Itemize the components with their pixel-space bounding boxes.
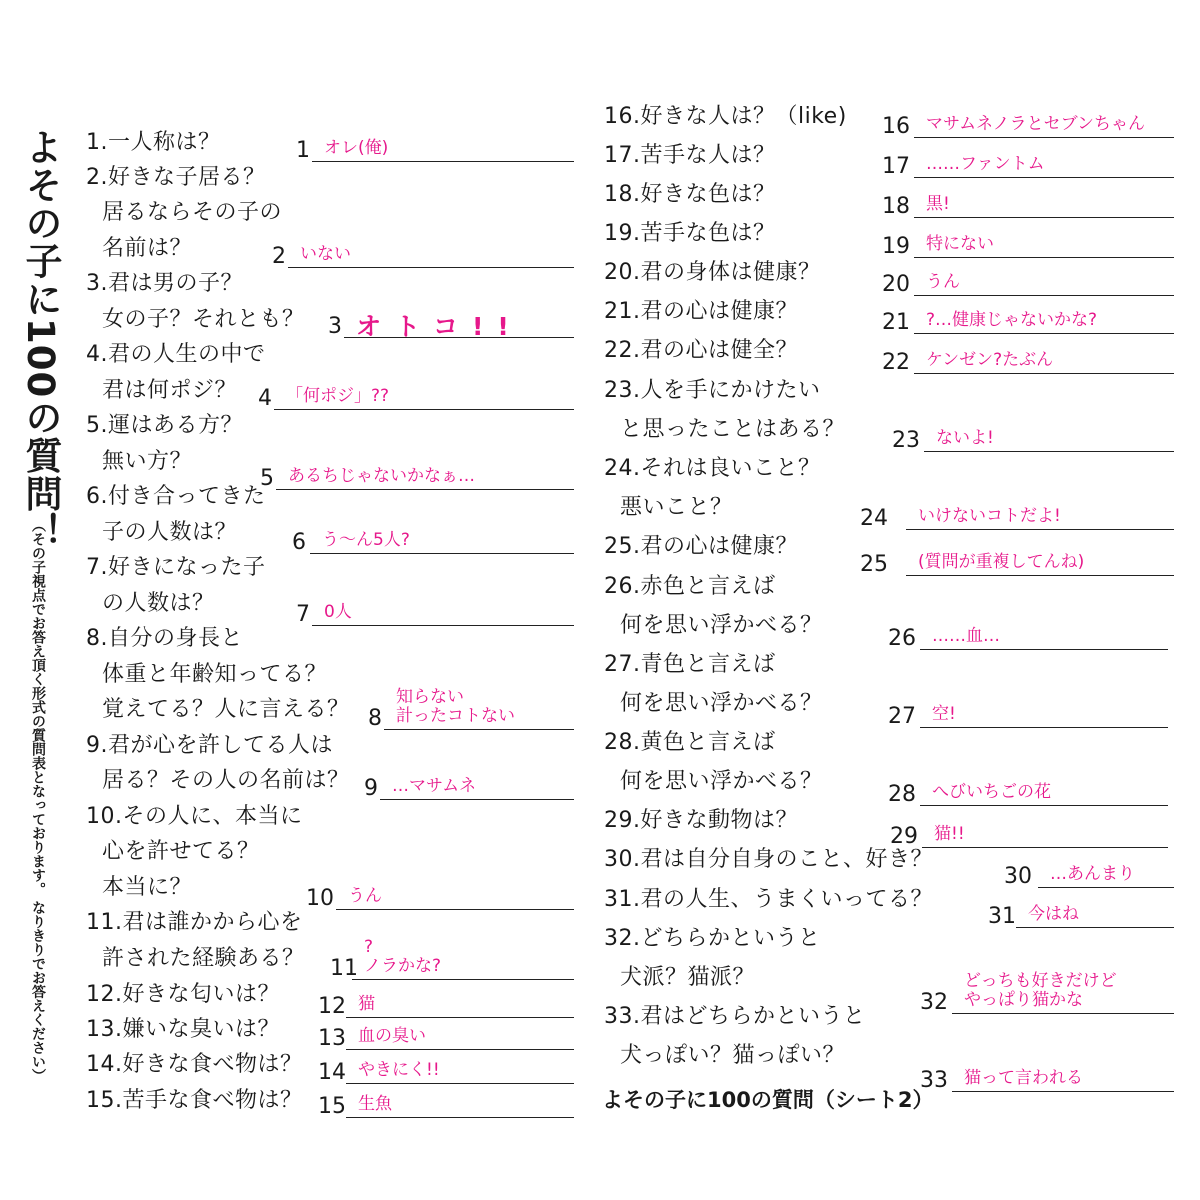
handwritten-answer: …マサムネ	[392, 776, 477, 796]
answer-field-16[interactable]	[882, 100, 1174, 140]
answer-rule	[312, 161, 574, 162]
answer-rule	[384, 729, 574, 730]
answer-field-23[interactable]	[892, 414, 1174, 454]
answer-rule	[914, 217, 1174, 218]
question-line: 無い方？	[102, 449, 193, 474]
question-line: 27.青色と言えば	[604, 652, 776, 677]
question-line: 子の人数は？	[102, 520, 238, 545]
question-line: 24.それは良いこと？	[604, 456, 821, 481]
answer-rule	[312, 625, 574, 626]
answer-field-19[interactable]	[882, 220, 1174, 260]
answer-rule	[288, 267, 574, 268]
handwritten-answer: う〜ん5人?	[322, 530, 410, 550]
answer-number: 19	[882, 234, 910, 259]
handwritten-answer: ……血…	[932, 626, 1000, 646]
question-line: 25.君の心は健康？	[604, 534, 798, 559]
answer-number: 23	[892, 428, 920, 453]
question-line: 12.好きな匂いは？	[86, 982, 280, 1007]
answer-rule	[906, 575, 1174, 576]
answer-number: 20	[882, 272, 910, 297]
handwritten-answer: へびいちごの花	[932, 782, 1051, 802]
question-line: 7.好きになった子	[86, 555, 266, 580]
question-line: 居る？その人の名前は？	[102, 768, 350, 793]
handwritten-answer: …あんまり	[1050, 864, 1135, 884]
answer-rule	[1016, 927, 1174, 928]
handwritten-answer: うん	[926, 272, 960, 292]
answer-rule	[380, 799, 574, 800]
answer-number: 29	[890, 824, 918, 849]
handwritten-answer: どっちも好きだけど やっぱり猫かな	[964, 971, 1117, 1010]
answer-number: 5	[260, 466, 274, 491]
handwritten-answer: 今はね	[1028, 904, 1079, 924]
answer-number: 4	[258, 386, 272, 411]
question-line: 許された経験ある？	[102, 946, 305, 971]
answer-rule	[914, 333, 1174, 334]
question-line: 10.その人に、本当に	[86, 804, 303, 829]
answer-field-20[interactable]	[882, 258, 1174, 298]
question-line: 心を許せてる？	[102, 839, 260, 864]
answer-number: 3	[328, 314, 342, 339]
handwritten-answer: 黒!	[926, 194, 950, 214]
handwritten-answer: オトコ!!	[356, 312, 523, 341]
answer-field-2[interactable]	[272, 230, 574, 270]
question-line: 6.付き合ってきた	[86, 484, 266, 509]
question-line: 15.苦手な食べ物は？	[86, 1088, 303, 1113]
answer-field-29[interactable]	[890, 810, 1168, 850]
answer-number: 24	[860, 506, 888, 531]
question-line: 何を思い浮かべる？	[620, 613, 823, 638]
question-line: 31.君の人生、うまくいってる？	[604, 887, 933, 912]
answer-number: 27	[888, 704, 916, 729]
answer-number: 8	[368, 706, 382, 731]
question-line: 覚えてる？人に言える？	[102, 697, 350, 722]
answer-field-26[interactable]	[888, 612, 1168, 652]
answer-number: 21	[882, 310, 910, 335]
answer-rule	[310, 553, 574, 554]
answer-number: 16	[882, 114, 910, 139]
answer-number: 33	[920, 1068, 948, 1093]
answer-field-15[interactable]	[318, 1080, 574, 1120]
answer-field-24[interactable]	[860, 492, 1174, 532]
answer-field-32[interactable]	[920, 971, 1174, 1016]
sheet-title: よその子に100の質問！	[19, 128, 62, 551]
answer-rule	[922, 847, 1168, 848]
answer-rule	[920, 727, 1168, 728]
answer-number: 18	[882, 194, 910, 219]
answer-rule	[336, 909, 574, 910]
handwritten-answer: (質問が重複してんね)	[918, 552, 1085, 572]
answer-field-8[interactable]	[368, 687, 574, 732]
handwritten-answer: 特にない	[926, 234, 994, 254]
answer-field-1[interactable]	[296, 124, 574, 164]
answer-rule	[914, 373, 1174, 374]
handwritten-answer: あるちじゃないかなぁ…	[288, 466, 475, 486]
answer-field-18[interactable]	[882, 180, 1174, 220]
answer-field-11[interactable]	[330, 937, 574, 982]
answer-number: 7	[296, 602, 310, 627]
question-line: 名前は？	[102, 236, 193, 261]
handwritten-answer: 「何ポジ」??	[286, 386, 390, 406]
handwritten-answer: やきにく!!	[358, 1060, 440, 1080]
handwritten-answer: 知らない 計ったコトない	[396, 687, 515, 726]
answer-field-9[interactable]	[364, 762, 574, 802]
question-line: 32.どちらかというと	[604, 926, 821, 951]
question-line: 悪いこと？	[620, 495, 733, 520]
handwritten-answer: 猫!!	[934, 824, 965, 844]
answer-field-5[interactable]	[260, 452, 574, 492]
answer-number: 11	[330, 956, 358, 981]
handwritten-answer: ?…健康じゃないかな?	[926, 310, 1098, 330]
question-line: 30.君は自分自身のこと、好き？	[604, 847, 933, 872]
question-line: 29.好きな動物は？	[604, 808, 798, 833]
question-line: 君は何ポジ？	[102, 378, 238, 403]
handwritten-answer: 0人	[324, 602, 352, 622]
answer-number: 25	[860, 552, 888, 577]
answer-number: 26	[888, 626, 916, 651]
handwritten-answer: うん	[348, 886, 382, 906]
handwritten-answer: マサムネノラとセブンちゃん	[926, 114, 1145, 134]
answer-rule	[914, 177, 1174, 178]
answer-field-28[interactable]	[888, 768, 1168, 808]
answer-number: 30	[1004, 864, 1032, 889]
handwritten-answer: 空!	[932, 704, 956, 724]
question-line: 2.好きな子居る？	[86, 165, 266, 190]
answer-number: 12	[318, 994, 346, 1019]
answer-number: 31	[988, 904, 1016, 929]
answer-field-17[interactable]	[882, 140, 1174, 180]
answer-number: 1	[296, 138, 310, 163]
question-line: 居るならその子の	[102, 200, 283, 225]
question-line: 本当に？	[102, 875, 193, 900]
handwritten-answer: 猫って言われる	[964, 1068, 1083, 1088]
answer-rule	[346, 1117, 574, 1118]
question-line: 23.人を手にかけたい	[604, 378, 821, 403]
question-line: 21.君の心は健康？	[604, 299, 798, 324]
answer-field-3[interactable]	[328, 300, 574, 340]
handwritten-answer: ……ファントム	[926, 154, 1045, 174]
answer-number: 28	[888, 782, 916, 807]
answer-field-6[interactable]	[292, 516, 574, 556]
answer-field-4[interactable]	[258, 372, 574, 412]
question-line: 3.君は男の子？	[86, 271, 243, 296]
answer-field-22[interactable]	[882, 336, 1174, 376]
answer-field-27[interactable]	[888, 690, 1168, 730]
question-line: の人数は？	[102, 591, 215, 616]
question-line: 4.君の人生の中で	[86, 342, 266, 367]
answer-field-25[interactable]	[860, 538, 1174, 578]
question-line: 女の子？それとも？	[102, 307, 305, 332]
question-line: 何を思い浮かべる？	[620, 691, 823, 716]
question-line: 犬派？猫派？	[620, 965, 756, 990]
question-line: 9.君が心を許してる人は	[86, 733, 333, 758]
answer-number: 32	[920, 990, 948, 1015]
answer-number: 22	[882, 350, 910, 375]
answer-rule	[276, 489, 574, 490]
question-line: 16.好きな人は？（like)	[604, 104, 847, 129]
answer-number: 9	[364, 776, 378, 801]
answer-rule	[274, 409, 574, 410]
answer-rule	[920, 649, 1168, 650]
question-line: 28.黄色と言えば	[604, 730, 776, 755]
handwritten-answer: 生魚	[358, 1094, 392, 1114]
answer-rule	[924, 451, 1174, 452]
handwritten-answer: いない	[300, 244, 351, 264]
question-line: 14.好きな食べ物は？	[86, 1052, 303, 1077]
answer-number: 17	[882, 154, 910, 179]
answer-rule	[952, 1091, 1174, 1092]
answer-field-10[interactable]	[306, 872, 574, 912]
answer-rule	[920, 805, 1168, 806]
question-line: 11.君は誰かから心を	[86, 910, 303, 935]
question-line: 8.自分の身長と	[86, 626, 243, 651]
answer-number: 14	[318, 1060, 346, 1085]
answer-rule	[952, 1013, 1174, 1014]
question-line: 13.嫌いな臭いは？	[86, 1017, 280, 1042]
answer-number: 13	[318, 1026, 346, 1051]
handwritten-answer: オレ(俺)	[324, 138, 389, 158]
answer-rule	[914, 137, 1174, 138]
question-line: 20.君の身体は健康？	[604, 260, 821, 285]
question-line: 1.一人称は？	[86, 130, 221, 155]
handwritten-answer: ないよ!	[936, 428, 994, 448]
sheet-subtitle: （その子視点でお答え頂く形式の質問表となっております。 なりきりでお答えください）	[30, 518, 46, 1083]
question-line: 18.好きな色は？	[604, 182, 776, 207]
question-line: 19.苦手な色は？	[604, 221, 776, 246]
question-line: 5.運はある方？	[86, 413, 243, 438]
handwritten-answer: ケンゼン?たぶん	[926, 350, 1054, 370]
question-line: 17.苦手な人は？	[604, 143, 776, 168]
handwritten-answer: ? ノラかな?	[364, 937, 442, 976]
answer-number: 2	[272, 244, 286, 269]
answer-field-31[interactable]	[988, 890, 1174, 930]
sheet-footer: よその子に100の質問（シート2）	[602, 1088, 934, 1112]
question-line: 22.君の心は健全？	[604, 338, 798, 363]
answer-rule	[906, 529, 1174, 530]
question-line: 33.君はどちらかというと	[604, 1004, 866, 1029]
answer-number: 15	[318, 1094, 346, 1119]
question-line: 何を思い浮かべる？	[620, 769, 823, 794]
handwritten-answer: 猫	[358, 994, 375, 1014]
question-line: 26.赤色と言えば	[604, 574, 776, 599]
question-line: と思ったことはある？	[620, 417, 846, 442]
answer-field-30[interactable]	[1004, 850, 1174, 890]
answer-number: 6	[292, 530, 306, 555]
answer-field-33[interactable]	[920, 1054, 1174, 1094]
answer-number: 10	[306, 886, 334, 911]
answer-field-21[interactable]	[882, 296, 1174, 336]
answer-rule	[1038, 887, 1174, 888]
question-line: 犬っぽい？猫っぽい？	[620, 1043, 846, 1068]
question-line: 体重と年齢知ってる？	[102, 662, 328, 687]
handwritten-answer: 血の臭い	[358, 1026, 426, 1046]
handwritten-answer: いけないコトだよ!	[918, 506, 1061, 526]
answer-field-7[interactable]	[296, 588, 574, 628]
